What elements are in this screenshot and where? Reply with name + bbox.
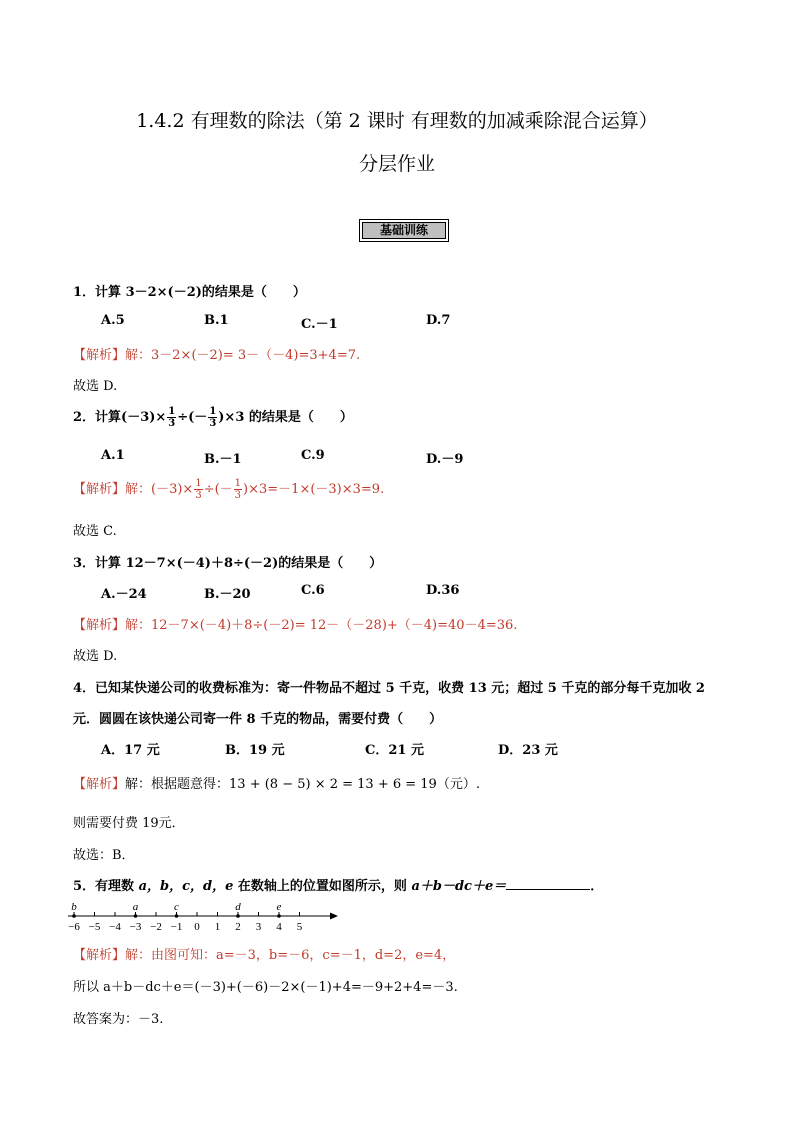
fraction-denominator: 3 (234, 490, 242, 501)
q2-solution-part1: 解：(－3)× (125, 482, 194, 497)
q4-stem-line1: 4．已知某快递公司的收费标准为：寄一件物品不超过 5 千克，收费 13 元；超过 5 千克的部分每千克加收 2 (73, 681, 705, 696)
q5-stem-variables: a，b，c，d，e (138, 879, 234, 894)
axis-tick-label: −6 (68, 921, 80, 933)
q1-solution: 解：3－2×(－2)= 3－（－4)=3+4=7. (125, 348, 361, 363)
fraction-denominator: 3 (168, 418, 176, 429)
analysis-tag: 【解析】 (73, 948, 126, 963)
q2-option-b: B.－1 (204, 452, 242, 467)
q5-stem (73, 875, 603, 894)
q4-solution: 解：根据题意得：13 + (8 − 5) × 2 = 13 + 6 = 19（元）. (125, 777, 480, 792)
q5-conclusion: 故答案为：－3. (73, 1012, 164, 1027)
section-badge-label: 基础训练 (362, 222, 446, 239)
analysis-tag: 【解析】 (73, 482, 126, 497)
q2-solution-part2: ÷(－ (203, 482, 233, 497)
q4-conclusion: 故选：B． (73, 848, 135, 863)
q2-option-d: D.－9 (426, 452, 464, 467)
q3-analysis (73, 614, 517, 633)
q2-stem-part1: 2．计算(－3)× (73, 410, 167, 425)
q2-solution-fraction-2 (234, 478, 242, 501)
q1-option-d: D.7 (426, 313, 451, 328)
q1-option-c: C.－1 (301, 317, 338, 332)
analysis-tag: 【解析】 (73, 348, 126, 363)
axis-point-label: c (174, 901, 179, 913)
q3-option-b: B.－20 (204, 587, 251, 602)
q3-conclusion: 故选 D. (73, 649, 118, 664)
axis-point-label: b (71, 901, 77, 913)
fraction-denominator: 3 (209, 418, 217, 429)
q2-conclusion: 故选 C. (73, 524, 117, 539)
axis-tick-label: 4 (276, 921, 282, 933)
axis-point-label: d (235, 901, 241, 913)
q2-fraction-1 (167, 406, 176, 429)
analysis-tag: 【解析】 (73, 777, 126, 792)
q2-analysis (73, 478, 384, 501)
axis-tick-label: 0 (194, 921, 200, 933)
q3-option-d: D.36 (426, 583, 460, 598)
q1-stem: 1．计算 3－2×(－2)的结果是（ ） (73, 285, 306, 300)
q3-stem: 3．计算 12－7×(－4)＋8÷(－2)的结果是（ ） (73, 556, 383, 571)
q5-stem-part1: 5．有理数 (73, 879, 139, 894)
q4-option-c: C．21 元 (365, 743, 424, 758)
axis-tick-label: 2 (235, 921, 241, 933)
q4-analysis (73, 773, 480, 792)
fraction-numerator: 1 (234, 478, 242, 489)
axis-point-d (236, 914, 240, 918)
q5-analysis-line2: 所以 a＋b－dc＋e＝(－3)+(－6)－2×(－1)+4=－9+2+4=－3. (73, 980, 458, 995)
axis-tick-label: −3 (129, 921, 142, 933)
q2-stem-part2: ÷(－ (177, 410, 208, 425)
q1-analysis (73, 344, 360, 363)
fraction-denominator: 3 (195, 490, 202, 501)
q5-stem-end: ． (590, 879, 604, 894)
q3-option-c: C.6 (301, 583, 325, 598)
q3-solution: 解：12－7×(－4)＋8÷(－2)= 12－（－28)+（－4)=40－4=36. (125, 618, 518, 633)
q4-option-a: A．17 元 (101, 743, 160, 758)
q4-analysis-line2: 则需要付费 19元． (73, 816, 185, 831)
axis-tick-label: −4 (109, 921, 121, 933)
section-badge (359, 219, 449, 242)
axis-tick-label: −1 (170, 921, 183, 933)
q5-stem-expression: a＋b－dc＋e＝ (411, 879, 507, 894)
page-subtitle: 分层作业 (358, 153, 435, 175)
axis-point-label: a (132, 901, 139, 913)
page-title: 1.4.2 有理数的除法（第 2 课时 有理数的加减乘除混合运算） (136, 110, 658, 132)
q5-analysis (73, 944, 455, 963)
fraction-numerator: 1 (195, 478, 202, 489)
q2-option-c: C.9 (301, 448, 325, 463)
fraction-numerator: 1 (209, 406, 217, 417)
axis-point-a (134, 914, 138, 918)
fraction-numerator: 1 (168, 406, 176, 417)
q4-stem-line2: 元．圆圆在该快递公司寄一件 8 千克的物品，需要付费（ ） (73, 712, 443, 727)
q4-option-d: D．23 元 (498, 743, 558, 758)
q2-solution-part3: )×3=－1×(－3)×3=9. (243, 482, 385, 497)
q1-conclusion: 故选 D. (73, 379, 118, 394)
axis-tick-label: 5 (296, 921, 303, 933)
axis-point-e (277, 914, 281, 918)
axis-tick-label: 1 (214, 921, 221, 933)
q3-option-a: A.－24 (101, 587, 147, 602)
axis-point-b (72, 914, 76, 918)
q5-stem-part2: 在数轴上的位置如图所示，则 (233, 879, 412, 894)
number-line (68, 898, 340, 940)
axis-tick-label: 3 (255, 921, 262, 933)
number-line-group (68, 901, 338, 933)
axis-point-c (175, 914, 179, 918)
q1-option-b: B.1 (204, 313, 229, 328)
q2-stem-part3: )×3 的结果是（ ） (218, 410, 353, 425)
answer-blank (506, 877, 590, 890)
axis-point-label: e (276, 901, 282, 913)
q1-option-a: A.5 (101, 313, 125, 328)
q5-solution: 解：由图可知：a=－3，b=－6，c=－1，d=2，e=4， (125, 948, 456, 963)
q2-fraction-2 (208, 406, 217, 429)
axis-tick-label: −5 (88, 921, 101, 933)
q2-stem (73, 406, 353, 429)
axis-arrow (330, 913, 338, 920)
axis-tick-label: −2 (150, 921, 162, 933)
q4-option-b: B．19 元 (225, 743, 285, 758)
analysis-tag: 【解析】 (73, 618, 126, 633)
q2-solution-fraction-1 (194, 478, 202, 501)
q2-option-a: A.1 (101, 448, 125, 463)
